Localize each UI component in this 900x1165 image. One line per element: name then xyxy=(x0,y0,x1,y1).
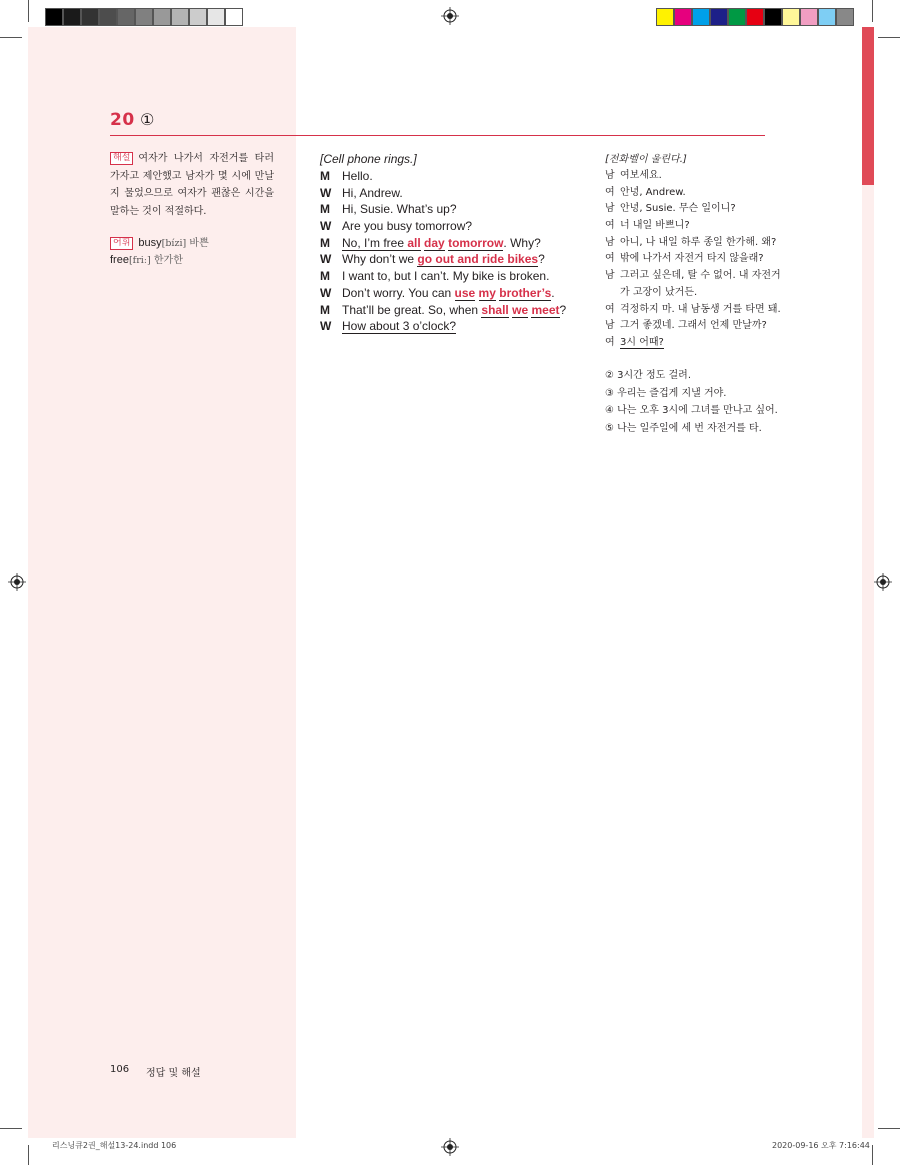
translation-text: 아니, 나 내일 하루 종일 한가해. 왜? xyxy=(620,236,777,248)
dialogue-line xyxy=(320,268,580,285)
speaker-ko: 남 xyxy=(605,270,615,282)
color-swatch xyxy=(45,8,63,26)
speaker-ko: 남 xyxy=(605,236,615,248)
color-swatch xyxy=(153,8,171,26)
blank-answer: shall xyxy=(481,302,509,317)
vocab-tag: 어휘 xyxy=(110,237,133,250)
speaker-ko: 남 xyxy=(605,203,615,215)
color-swatch xyxy=(836,8,854,26)
translation-line xyxy=(605,335,785,352)
color-swatch xyxy=(728,8,746,26)
line-text: ? xyxy=(538,252,545,267)
dialogue-line xyxy=(320,318,580,335)
speaker: W xyxy=(320,319,332,334)
color-swatch xyxy=(225,8,243,26)
color-swatch xyxy=(189,8,207,26)
speaker-ko: 여 xyxy=(605,303,615,315)
answer-line: How about 3 o’clock? xyxy=(342,319,457,334)
grayscale-bar xyxy=(45,8,243,26)
dialogue-line xyxy=(320,168,580,185)
line-text: No, I’m free xyxy=(342,235,408,250)
color-swatch xyxy=(674,8,692,26)
dialogue-line xyxy=(320,185,580,202)
color-swatch xyxy=(800,8,818,26)
vocab-word: free xyxy=(110,254,129,266)
crop-mark xyxy=(0,1128,22,1129)
dialogue-line xyxy=(320,218,580,235)
crop-mark xyxy=(28,1145,29,1165)
translation-answer: 3시 어때? xyxy=(620,336,664,348)
blank-answer: brother’s xyxy=(499,285,552,300)
vocab-meaning: 바쁜 xyxy=(189,238,209,249)
translation-line xyxy=(605,251,785,268)
explanation xyxy=(110,150,274,220)
line-text: . Why? xyxy=(503,235,541,250)
translation xyxy=(605,151,785,352)
blank-answer: tomorrow xyxy=(448,235,504,250)
registration-mark-icon xyxy=(441,1138,459,1156)
dialogue-line xyxy=(320,235,580,252)
color-swatch xyxy=(63,8,81,26)
speaker-ko: 여 xyxy=(605,220,615,232)
color-swatch xyxy=(710,8,728,26)
question-number: 20 xyxy=(110,110,135,130)
translation-text: 가 고장이 났거든. xyxy=(620,286,698,298)
page-number: 106 xyxy=(110,1064,130,1075)
color-swatch xyxy=(207,8,225,26)
speaker: M xyxy=(320,302,330,317)
line-text: Hi, Susie. What’s up? xyxy=(342,202,457,217)
explanation-tag: 해설 xyxy=(110,152,133,165)
dialogue-line xyxy=(320,302,580,319)
color-swatch xyxy=(746,8,764,26)
option-item: ③ 우리는 즐겁게 지낼 거야. xyxy=(605,387,727,399)
translation-text: 여보세요. xyxy=(620,170,662,181)
color-swatch xyxy=(692,8,710,26)
footer-label: 정답 및 해설 xyxy=(146,1068,201,1079)
slug-file: 리스닝큐2권_해설13-24.indd 106 xyxy=(52,1141,177,1150)
option-item: ④ 나는 오후 3시에 그녀를 만나고 싶어. xyxy=(605,405,778,416)
color-swatch xyxy=(764,8,782,26)
translation-line xyxy=(605,201,785,218)
speaker-ko: 남 xyxy=(605,320,615,332)
translation-line xyxy=(605,302,785,319)
speaker: W xyxy=(320,185,332,200)
translation-text: 그러고 싶은데, 탈 수 없어. 내 자전거 xyxy=(620,270,781,282)
color-swatch xyxy=(782,8,800,26)
translation-line xyxy=(605,185,785,202)
color-swatch xyxy=(117,8,135,26)
translation-text: 안녕, Susie. 무슨 일이니? xyxy=(620,203,736,215)
translation-text: 그거 좋겠네. 그래서 언제 만날까? xyxy=(620,320,767,332)
wrong-options xyxy=(605,367,778,437)
translation-text: 걱정하지 마. 내 남동생 거를 타면 돼. xyxy=(620,303,781,315)
color-swatch xyxy=(99,8,117,26)
crop-mark xyxy=(878,37,900,38)
stage-direction-ko: [전화벨이 울린다.] xyxy=(605,154,687,165)
translation-line xyxy=(605,268,785,285)
option-item: ⑤ 나는 일주일에 세 번 자전거를 타. xyxy=(605,422,762,434)
crop-mark xyxy=(872,0,873,22)
speaker: W xyxy=(320,252,332,267)
dialogue-line xyxy=(320,201,580,218)
color-swatch xyxy=(171,8,189,26)
speaker-ko: 여 xyxy=(605,336,615,348)
vocab-meaning: 한가한 xyxy=(153,255,183,266)
option-item: ② 3시간 정도 걸려. xyxy=(605,370,692,381)
translation-text: 안녕, Andrew. xyxy=(620,186,686,198)
crop-mark xyxy=(0,37,22,38)
line-text: Don’t worry. You can xyxy=(342,285,455,300)
dialogue-script xyxy=(320,151,580,335)
crop-mark xyxy=(28,0,29,22)
blank-answer: use xyxy=(454,285,476,300)
color-swatch xyxy=(656,8,674,26)
crop-mark xyxy=(872,1145,873,1165)
translation-line xyxy=(605,235,785,252)
speaker: M xyxy=(320,169,330,183)
translation-line xyxy=(605,218,785,235)
line-text: . xyxy=(551,285,555,300)
blank-answer: all xyxy=(407,235,421,250)
blank-answer: meet xyxy=(531,302,560,317)
registration-mark-icon xyxy=(8,573,26,591)
blank-answer: day xyxy=(424,235,445,250)
slug-date: 2020-09-16 오후 7:16:44 xyxy=(772,1141,870,1150)
dialogue-line xyxy=(320,251,580,268)
line-text: Why don’t we xyxy=(342,252,418,267)
vocab-word: busy xyxy=(138,237,162,249)
header-rule xyxy=(110,135,765,136)
line-text: That’ll be great. So, when xyxy=(342,302,482,317)
line-text: ? xyxy=(559,302,567,317)
stage-direction: [Cell phone rings.] xyxy=(320,152,417,166)
translation-text: 너 내일 바쁘니? xyxy=(620,220,690,232)
blank-answer: we xyxy=(512,302,529,317)
color-swatch xyxy=(818,8,836,26)
line-text: Hi, Andrew. xyxy=(342,185,403,200)
vocab-pron: [friː] xyxy=(128,255,151,266)
right-edge-strip xyxy=(862,27,874,1138)
translation-line xyxy=(605,168,785,185)
registration-mark-icon xyxy=(874,573,892,591)
speaker-ko: 여 xyxy=(605,253,615,265)
explanation-text: 여자가 나가서 자전거를 타러 가자고 제안했고 남자가 몇 시에 만날지 물었으므로 여자가 괜찮은 시간을 말하는 것이 적절하다. xyxy=(110,153,274,217)
translation-line xyxy=(605,285,785,302)
color-swatch xyxy=(81,8,99,26)
speaker: W xyxy=(320,285,332,300)
color-bar xyxy=(656,8,854,26)
blank-answer: go out and ride bikes xyxy=(417,252,539,267)
line-text: Are you busy tomorrow? xyxy=(342,219,473,234)
crop-mark xyxy=(878,1128,900,1129)
vocab-item xyxy=(110,252,280,269)
speaker-ko: 여 xyxy=(605,186,615,198)
speaker: M xyxy=(320,202,330,217)
vocab-item xyxy=(110,235,280,252)
translation-text: 밖에 나가서 자전거 타지 않을래? xyxy=(620,253,764,265)
registration-mark-icon xyxy=(441,7,459,25)
question-answer: ① xyxy=(140,110,155,129)
vocabulary xyxy=(110,235,280,269)
speaker-ko: 남 xyxy=(605,170,615,181)
speaker: M xyxy=(320,269,330,284)
translation-line xyxy=(605,318,785,335)
speaker: M xyxy=(320,235,330,250)
dialogue-line xyxy=(320,285,580,302)
color-swatch xyxy=(135,8,153,26)
blank-answer: my xyxy=(478,285,496,300)
vocab-pron: [bízi] xyxy=(161,238,187,249)
line-text: I want to, but I can’t. My bike is broken. xyxy=(342,269,550,284)
line-text: Hello. xyxy=(342,169,373,183)
speaker: W xyxy=(320,219,332,234)
section-tab xyxy=(862,27,874,185)
